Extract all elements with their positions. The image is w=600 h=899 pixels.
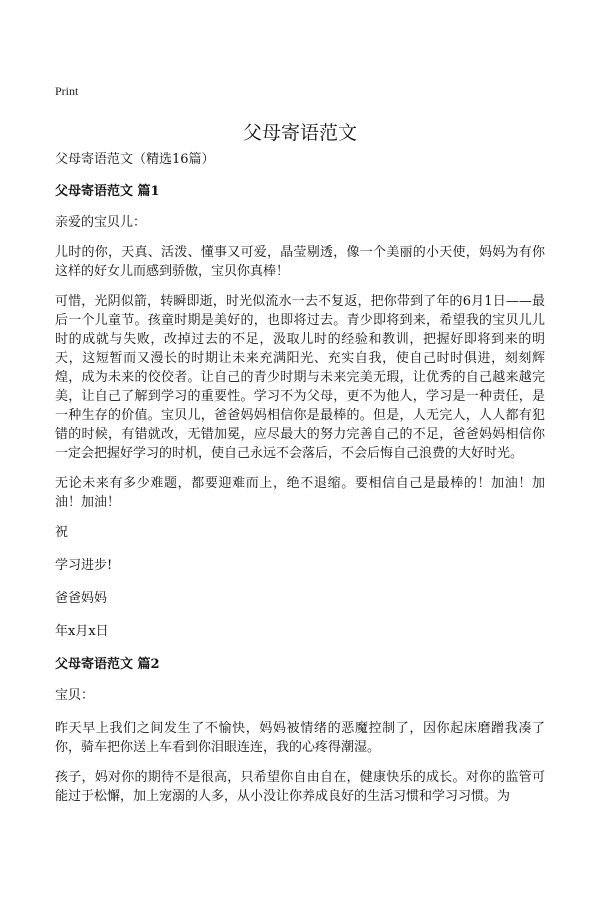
section-heading-2: 父母寄语范文 篇2 [55,657,160,672]
paragraph: 无论未来有多少难题，都要迎难而上，绝不退缩。要相信自己是最棒的！加油！加油！加油！ [55,476,545,510]
closing-phrase: 学习进步! [55,558,113,573]
document-body [55,150,545,817]
signature: 爸爸妈妈 [55,591,108,606]
date-line: 年x月x日 [55,624,109,639]
closing-wish: 祝 [55,525,69,540]
section-heading-1: 父母寄语范文 篇1 [55,184,160,199]
page-title: 父母寄语范文 [242,122,357,144]
salutation: 亲爱的宝贝儿： [55,215,147,230]
paragraph: 孩子，妈对你的期待不是很高，只希望你自由自在，健康快乐的成长。对你的监管可能过于松懈，加上宠溺的人多，从小没让你养成良好的生活习惯和学习习惯。为 [55,770,545,804]
print-link[interactable]: Print [55,84,79,98]
paragraph: 昨天早上我们之间发生了不愉快，妈妈被情绪的恶魔控制了，因你起床磨蹭我凑了你，骑车把你送上车看到你泪眼连连，我的心疼得潮湿。 [55,721,545,755]
salutation: 宝贝： [55,688,95,703]
paragraph: 儿时的你，天真、活泼、懂事又可爱，晶莹剔透，像一个美丽的小天使，妈妈为有你这样的好女儿而感到骄傲，宝贝你真棒！ [55,245,545,279]
document-subtitle: 父母寄语范文（精选16篇） [55,152,215,167]
paragraph: 可惜，光阴似箭，转瞬即逝，时光似流水一去不复返，把你带到了年的6月1日——最后一个儿童节。孩童时期是美好的，也即将过去。青少即将到来，希望我的宝贝儿儿时的成就与失败，改掉过去的不足，汲取儿时的经验和教训，把握好即将到来的明天，这短暂而又漫长的时期让未来充满阳光、充实自我，使自己时时俱进，刻刻辉煌，成为未来的佼佼者。让自己的青少时期与未来完美无瑕，让优秀的自己越来越完美，让自己了解到学习的重要性。学习不为父母，更不为他人，学习是一种责任，是一种生存的价值。宝贝儿，爸爸妈妈相信你是最棒的。但是，人无完人，人人都有犯错的时候，有错就改，无错加冕，应尽最大的努力完善自己的不足，爸爸妈妈相信你一定会把握好学习的时机，使自己永远不会落后，不会后悔自己浪费的大好时光。 [55,294,545,461]
